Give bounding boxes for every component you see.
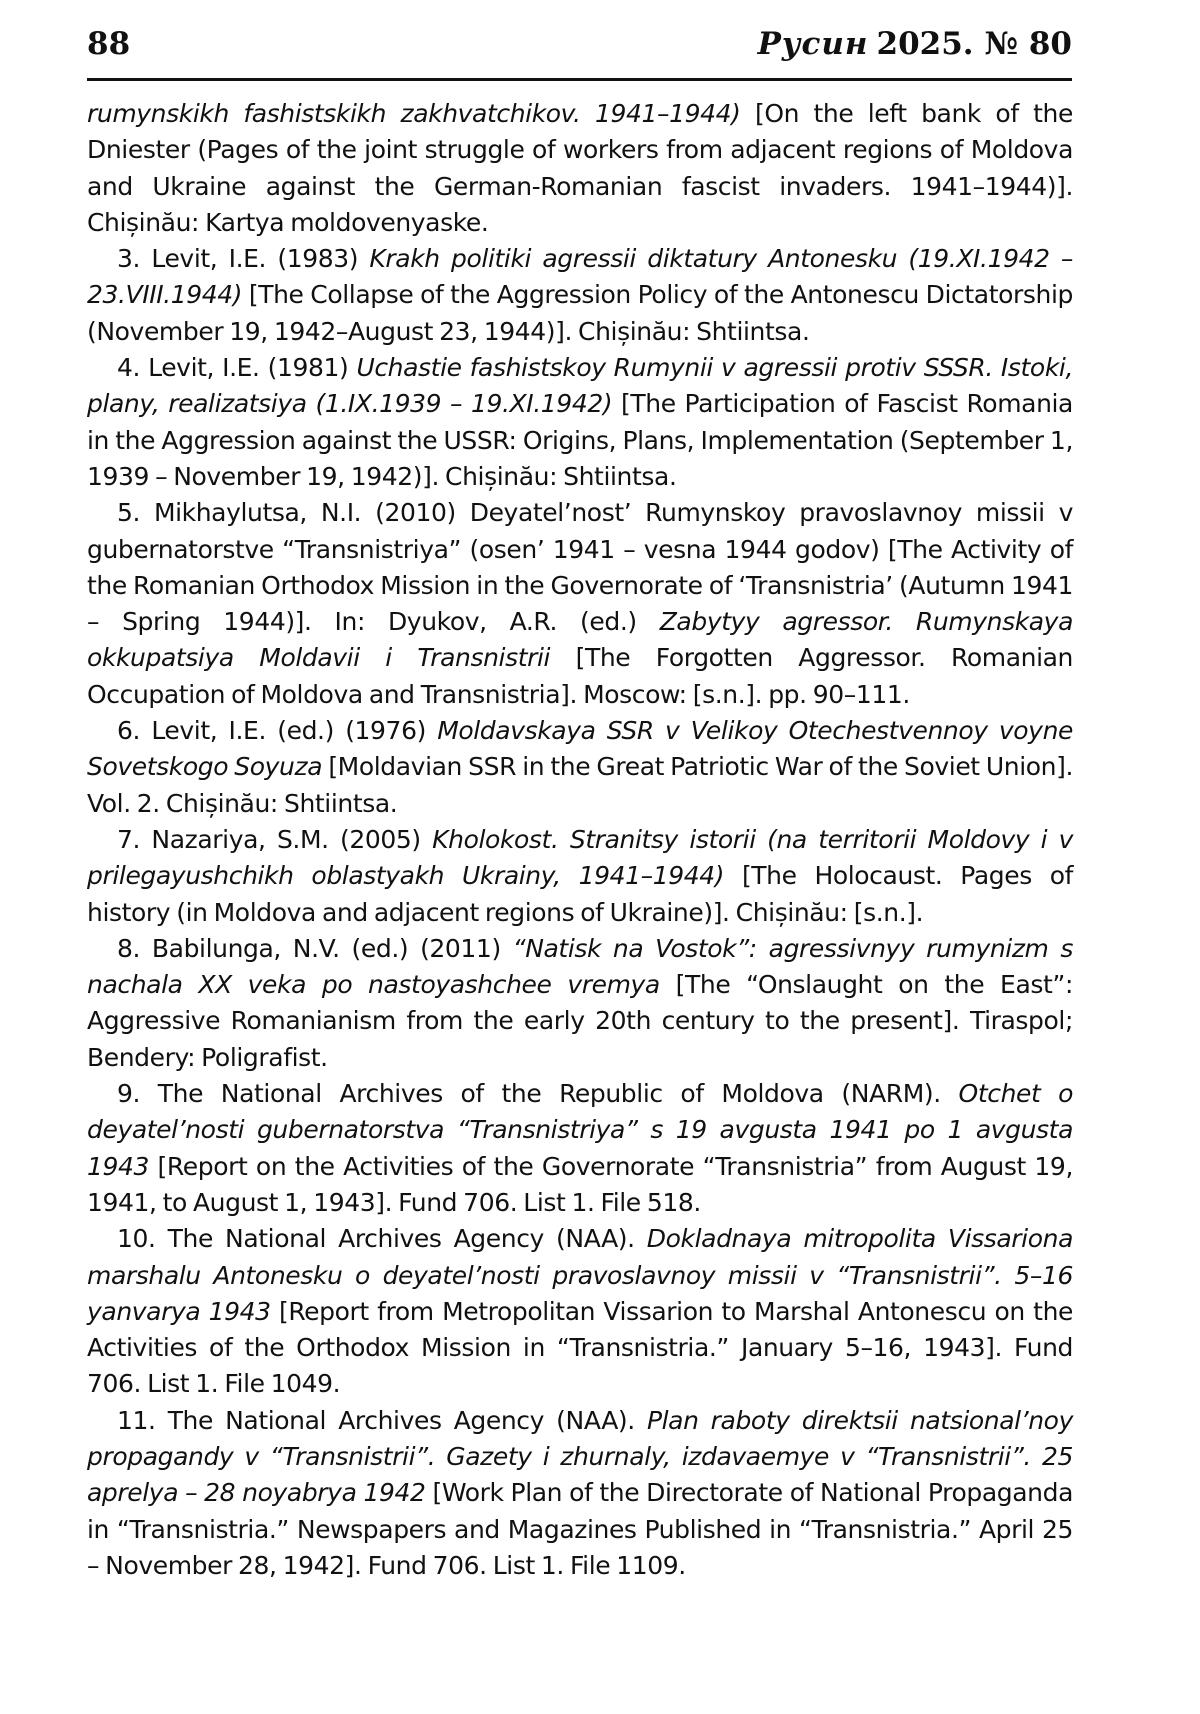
- reference-author: The National Archives Agency (NAA).: [155, 1224, 647, 1254]
- reference-entry-9: [87, 1076, 1073, 1221]
- reference-title: Zabytyy agressor. Rumynskaya okkupatsiya Moldavii i Transnistrii: [87, 607, 1074, 673]
- reference-number: 3.: [117, 244, 141, 274]
- reference-author: The National Archives Agency (NAA).: [155, 1405, 647, 1435]
- reference-details: [The Participation of Fascist Romania in the Aggression against the USSR: Origins, Plans, Implementation (September 1, 1939 – November 19, 1942)]. Chișinău: Shtiintsa.: [87, 389, 1073, 491]
- reference-details: [Report on the Activities of the Governorate “Transnistria” from August 19, 1941, to August 1, 1943]. Fund 706. List 1. File 518.: [87, 1151, 1073, 1217]
- reference-number: 5.: [117, 498, 141, 528]
- reference-author: Nazariya, S.M. (2005): [140, 824, 433, 854]
- reference-author: Babilunga, N.V. (ed.) (2011): [140, 933, 513, 963]
- reference-number: 9.: [117, 1079, 141, 1109]
- issue-number: 2025. № 80: [876, 26, 1072, 62]
- reference-title: Dokladnaya mitropolita Vissariona marshalu Antonesku o deyatel’nosti pravoslavnoy missii v “Transnistrii”. 5–16 yanvarya 1943: [87, 1224, 1073, 1326]
- reference-title: rumynskikh fashistskikh zakhvatchikov. 1941–1944): [87, 99, 741, 128]
- reference-details: [The Collapse of the Aggression Policy of the Antonescu Dictatorship (November 19, 1942–August 23, 1944)]. Chișinău: Shtiintsa.: [87, 280, 1073, 346]
- journal-title: [758, 26, 1072, 62]
- reference-number: 7.: [117, 824, 141, 854]
- reference-details: [Work Plan of the Directorate of National Propaganda in “Transnistria.” Newspapers and Magazines Published in “Transnistria.” April 25 – November 28, 1942]. Fund 706. List 1. File 1109.: [87, 1478, 1073, 1580]
- reference-number: 11.: [117, 1405, 156, 1435]
- reference-number: 4.: [117, 353, 141, 383]
- page-number: 88: [87, 26, 131, 62]
- reference-title: Otchet o deyatel’nosti gubernatorstva “Transnistriya” s 19 avgusta 1941 po 1 avgusta 1943: [87, 1079, 1074, 1181]
- reference-details: [The “Onslaught on the East”: Aggressive Romanianism from the early 20th century to the present]. Tiraspol; Bendery: Poligrafist.: [87, 970, 1073, 1072]
- reference-title: Plan raboty direktsii natsional’noy propagandy v “Transnistrii”. Gazety i zhurnaly, izdavaemye v “Transnistrii”. 25 aprelya – 28 noyabrya 1942: [87, 1405, 1073, 1508]
- reference-details: [On the left bank of the Dniester (Pages of the joint struggle of workers from adjacent regions of Moldova and Ukraine against the German-Romanian fascist invaders. 1941–1944)]. Chișinău: Kartya moldovenyaske.: [87, 99, 1073, 237]
- reference-number: 6.: [117, 716, 141, 746]
- running-header: [87, 26, 1072, 81]
- reference-author: Mikhaylutsa, N.I. (2010) Deyatel’nost’ Rumynskoy pravoslavnoy missii v gubernatorstve “Transnistriya” (osen’ 1941 – vesna 1944 godov) [The Activity of the Romanian Orthodox Mission in the Governorate of ‘Transnistria’ (Autumn 1941 – Spring 1944)]. In: Dyukov, A.R. (ed.): [87, 498, 1073, 637]
- reference-author: Levit, I.E. (1983): [140, 244, 370, 274]
- reference-entry-11: [87, 1403, 1073, 1584]
- reference-entry-3: [87, 241, 1073, 350]
- reference-author: The National Archives of the Republic of Moldova (NARM).: [140, 1079, 959, 1109]
- reference-details: [The Forgotten Aggressor. Romanian Occupation of Moldova and Transnistria]. Moscow: [s.n.]. pp. 90–111.: [87, 643, 1073, 709]
- reference-title: Moldavskaya SSR v Velikoy Otechestvennoy voyne Sovetskogo Soyuza: [87, 716, 1073, 782]
- reference-details: [Report from Metropolitan Vissarion to Marshal Antonescu on the Activities of the Orthodox Mission in “Transnistria.” January 5–16, 1943]. Fund 706. List 1. File 1049.: [87, 1296, 1073, 1399]
- journal-name: Русин: [757, 26, 869, 62]
- reference-entry-10: [87, 1221, 1073, 1402]
- reference-details: [The Holocaust. Pages of history (in Moldova and adjacent regions of Ukraine)]. Chișinău: [s.n.].: [87, 861, 1073, 927]
- reference-entry-5: [87, 495, 1073, 713]
- reference-entry-8: [87, 931, 1073, 1076]
- reference-title: Krakh politiki agressii diktatury Antonesku (19.XI.1942 – 23.VIII.1944): [87, 244, 1073, 310]
- reference-entry-4: [87, 350, 1073, 495]
- reference-list: [87, 96, 1073, 1584]
- reference-entry-7: [87, 822, 1073, 931]
- reference-author: Levit, I.E. (1981): [140, 353, 357, 383]
- reference-title: Kholokost. Stranitsy istorii (na territorii Moldovy i v prilegayushchikh oblastyakh Ukrainy, 1941–1944): [87, 824, 1073, 891]
- reference-title: Uchastie fashistskoy Rumynii v agressii protiv SSSR. Istoki, plany, realizatsiya (1.IX.1939 – 19.XI.1942): [87, 353, 1074, 419]
- reference-details: [Moldavian SSR in the Great Patriotic War of the Soviet Union]. Vol. 2. Chișinău: Shtiintsa.: [87, 752, 1074, 818]
- reference-author: Levit, I.E. (ed.) (1976): [140, 716, 438, 746]
- reference-number: 10.: [117, 1224, 156, 1254]
- reference-number: 8.: [117, 933, 141, 963]
- reference-entry-6: [87, 713, 1073, 822]
- reference-entry-2-continued: [87, 96, 1073, 241]
- reference-title: “Natisk na Vostok”: agressivnyy rumynizm s nachala XX veka po nastoyashchee vremya: [87, 933, 1073, 1000]
